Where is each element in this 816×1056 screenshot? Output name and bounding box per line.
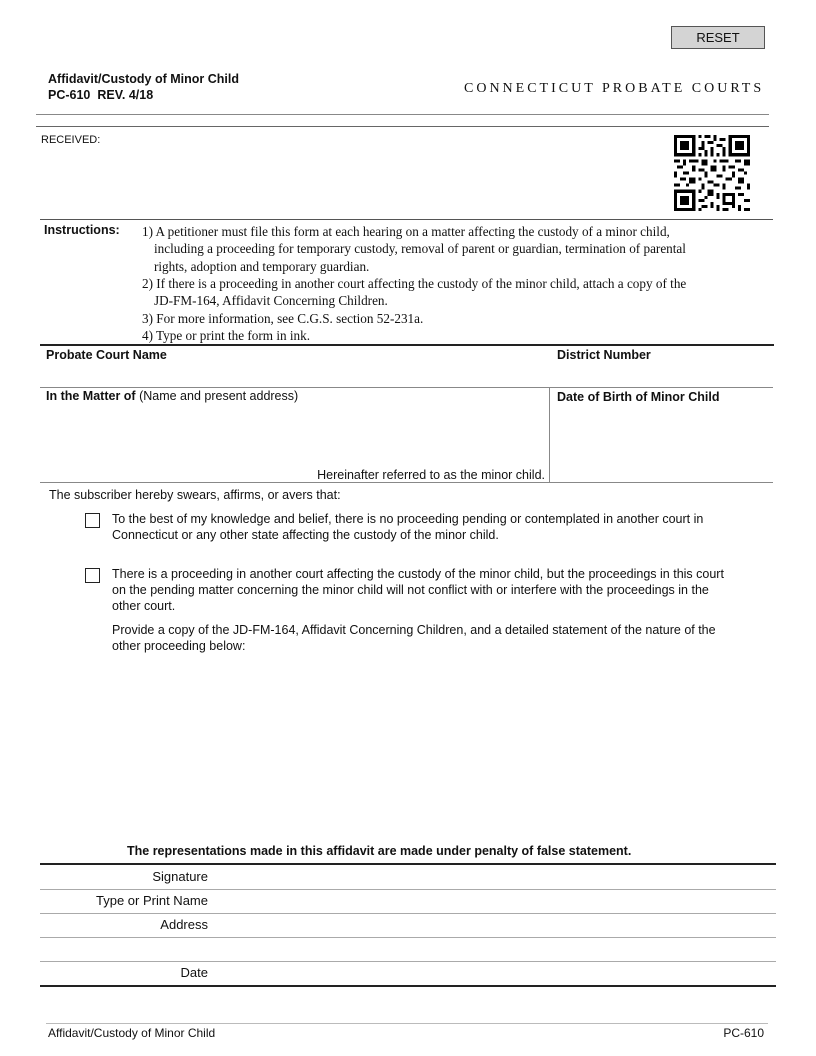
signature-label: Signature [152, 869, 208, 884]
probate-court-name-input[interactable] [46, 366, 550, 386]
provide-line-2: other proceeding below: [112, 639, 246, 653]
type-print-name-label: Type or Print Name [96, 893, 208, 908]
signature-top-rule [40, 863, 776, 865]
instruction-line-4: 2) If there is a proceeding in another court affecting the custody of the minor child, attach a copy of the [142, 276, 687, 291]
address-input-line-2[interactable] [220, 939, 774, 961]
instructions-top-rule [40, 219, 773, 220]
in-the-matter-of-label [46, 389, 298, 403]
hereinafter-text: Hereinafter referred to as the minor child. [317, 468, 545, 482]
address-rule-2 [40, 961, 776, 962]
in-the-matter-of-bold: In the Matter of [46, 389, 136, 403]
qr-code [674, 135, 750, 211]
date-label: Date [180, 965, 208, 980]
proceeding-exists-checkbox[interactable] [85, 568, 100, 583]
name-rule [40, 913, 776, 914]
instruction-line-5: JD-FM-164, Affidavit Concerning Children. [154, 293, 388, 308]
penalty-statement: The representations made in this affidavit are made under penalty of false statement. [127, 844, 632, 858]
option1-line-1: To the best of my knowledge and belief, there is no proceeding pending or contemplated in another court in [112, 512, 704, 526]
matter-dob-divider [549, 387, 550, 482]
footer-form-number: PC-610 [723, 1026, 764, 1040]
option2-line-2: on the pending matter concerning the minor child will not conflict with or interfere with the proceedings in the [112, 583, 709, 597]
instruction-line-1: 1) A petitioner must file this form at each hearing on a matter affecting the custody of a minor child, [142, 224, 670, 239]
date-of-birth-label: Date of Birth of Minor Child [557, 390, 720, 404]
court-section-top-rule [40, 344, 774, 346]
no-proceeding-checkbox[interactable] [85, 513, 100, 528]
signature-rule [40, 889, 776, 890]
instructions-label: Instructions: [44, 223, 120, 237]
court-section-bottom-rule [40, 387, 773, 388]
header-rule-2 [36, 126, 769, 127]
agency-name: CONNECTICUT PROBATE COURTS [464, 81, 765, 96]
reset-button[interactable]: RESET [671, 26, 765, 49]
option2-line-3: other court. [112, 599, 176, 613]
footer-form-title: Affidavit/Custody of Minor Child [48, 1026, 216, 1040]
instruction-line-6: 3) For more information, see C.G.S. section 52-231a. [142, 311, 424, 326]
option1-line-2: Connecticut or any other state affecting the custody of the minor child. [112, 528, 499, 542]
type-print-name-input[interactable] [220, 891, 774, 913]
form-title: Affidavit/Custody of Minor Child [48, 72, 239, 86]
received-label: RECEIVED: [41, 134, 101, 146]
other-proceeding-statement-input[interactable] [112, 660, 771, 834]
instruction-line-3: rights, adoption and temporary guardian. [154, 259, 370, 274]
in-the-matter-of-rest: (Name and present address) [135, 389, 299, 403]
instruction-line-2: including a proceeding for temporary custody, removal of parent or guardian, termination of parental [154, 241, 686, 256]
matter-section-bottom-rule [40, 482, 773, 483]
instruction-line-7: 4) Type or print the form in ink. [142, 328, 311, 343]
footer-rule [46, 1023, 768, 1024]
address-input-line-1[interactable] [220, 915, 774, 937]
date-of-birth-input[interactable] [557, 410, 771, 430]
date-input[interactable] [220, 963, 774, 985]
address-rule-1 [40, 937, 776, 938]
provide-line-1: Provide a copy of the JD-FM-164, Affidavit Concerning Children, and a detailed statement of the nature of the [112, 623, 716, 637]
district-number-label: District Number [557, 348, 651, 362]
signature-bottom-rule [40, 985, 776, 987]
signature-input[interactable] [220, 867, 774, 889]
header-rule-1 [36, 114, 769, 115]
option2-line-1: There is a proceeding in another court affecting the custody of the minor child, but the proceedings in this court [112, 567, 724, 581]
address-label: Address [160, 917, 208, 932]
swears-text: The subscriber hereby swears, affirms, or avers that: [49, 488, 341, 502]
form-number: PC-610 REV. 4/18 [48, 88, 154, 102]
district-number-input[interactable] [557, 366, 771, 386]
probate-court-name-label: Probate Court Name [46, 348, 167, 362]
in-the-matter-of-input[interactable] [46, 407, 548, 469]
